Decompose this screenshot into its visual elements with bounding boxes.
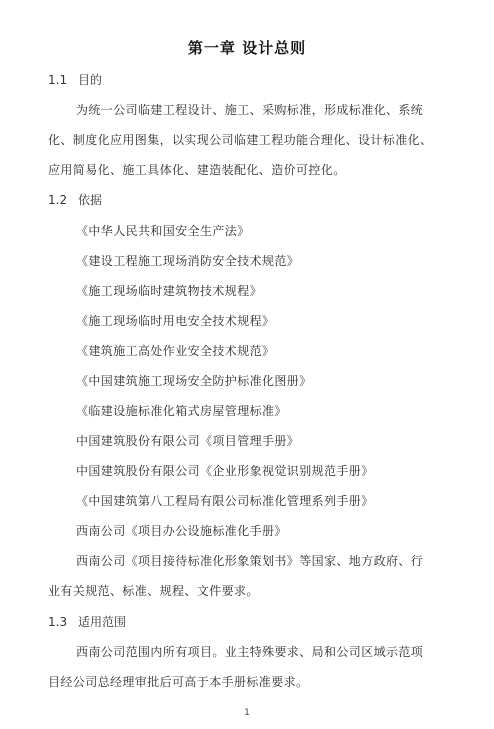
basis-item: 西南公司《项目办公设施标准化手册》 — [76, 524, 287, 538]
basis-item: 中国建筑股份有限公司《企业形象视觉识别规范手册》 — [76, 464, 374, 478]
paragraph-line: 为统一公司临建工程设计、施工、采购标准，形成标准化、系统 — [76, 103, 424, 117]
basis-item: 《施工现场临时建筑物技术规程》 — [76, 284, 263, 298]
basis-item: 《建设工程施工现场消防安全技术规范》 — [76, 254, 300, 268]
basis-item: 《建筑施工高处作业安全技术规范》 — [76, 344, 275, 358]
section-number: 1.3 — [48, 615, 68, 629]
basis-item: 《中华人民共和国安全生产法》 — [76, 224, 250, 238]
basis-item: 《临建设施标准化箱式房屋管理标准》 — [76, 404, 287, 418]
section-heading-purpose — [48, 71, 102, 88]
section-number: 1.2 — [48, 193, 68, 207]
basis-item: 《中国建筑施工现场安全防护标准化图册》 — [76, 374, 312, 388]
basis-item: 中国建筑股份有限公司《项目管理手册》 — [76, 434, 300, 448]
paragraph-line: 化、制度化应用图集，以实现公司临建工程功能合理化、设计标准化、 — [48, 133, 433, 147]
basis-item: 西南公司《项目接待标准化形象策划书》等国家、地方政府、行 — [76, 554, 424, 568]
section-title: 目的 — [78, 73, 103, 87]
section-number: 1.1 — [48, 73, 68, 87]
paragraph-line: 目经公司总经理审批后可高于本手册标准要求。 — [48, 675, 309, 689]
basis-item: 业有关规范、标准、规程、文件要求。 — [48, 584, 259, 598]
basis-item: 《中国建筑第八工程局有限公司标准化管理系列手册》 — [76, 494, 374, 508]
page-number: 1 — [244, 708, 250, 718]
chapter-title: 第一章 设计总则 — [187, 39, 307, 57]
paragraph-line: 应用简易化、施工具体化、建造装配化、造价可控化。 — [48, 163, 346, 177]
section-heading-basis — [48, 191, 102, 208]
section-heading-scope — [48, 613, 126, 630]
section-title: 依据 — [78, 193, 103, 207]
basis-item: 《施工现场临时用电安全技术规程》 — [76, 314, 275, 328]
section-title: 适用范围 — [78, 615, 127, 629]
paragraph-line: 西南公司范围内所有项目。业主特殊要求、局和公司区域示范项 — [76, 645, 424, 659]
